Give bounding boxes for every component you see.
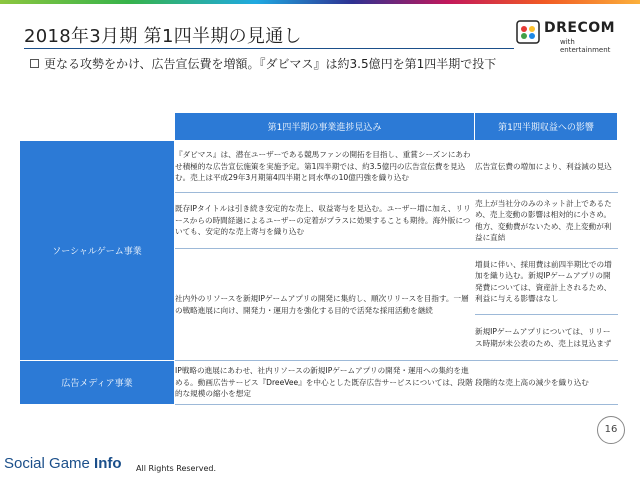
- social-impact-new-ip-sales: 新規IPゲームアプリについては、リリース時期が未公表のため、売上は見込まず: [475, 315, 618, 361]
- logo-wordmark: DRECOM: [544, 20, 616, 36]
- row-label-ad-media: 広告メディア事業: [20, 361, 175, 405]
- title-divider: [24, 48, 514, 49]
- social-impact-new-ip-costs: 増員に伴い、採用費は前四半期比での増加を織り込む。新規IPゲームアプリの開発費については、資産計上されるため、利益に与える影響はなし: [475, 249, 618, 315]
- column-header-progress: 第1四半期の事業進捗見込み: [175, 113, 475, 141]
- media-impact: 段階的な売上高の減少を織り込む: [475, 361, 618, 405]
- drecom-logo: [516, 20, 620, 54]
- social-progress-dabimasu: 『ダビマス』は、潜在ユーザーである競馬ファンの開拓を目指し、重賞シーズンにあわせ積極的な広告宣伝施策を実施予定。第1四半期では、約3.5億円の広告宣伝費を見込む。売上は平成29年3月期第4四半期と同水準の10億円強を織り込む: [175, 141, 475, 193]
- table-corner: [20, 113, 175, 141]
- page-number: 16: [597, 416, 625, 444]
- logo-tagline: with entertainment: [560, 38, 611, 54]
- social-impact-existing-ip: 売上が当社分のみのネット計上であるため、売上変動の影響は相対的に小さめ。他方、変動費がないため、売上変動が利益に直結: [475, 193, 618, 249]
- subtitle-bullet-icon: [30, 59, 39, 68]
- watermark-brand: [4, 455, 122, 472]
- top-color-bar: [0, 0, 640, 4]
- social-progress-new-ip: 社内外のリソースを新規IPゲームアプリの開発に集約し、順次リリースを目指す。一層の戦略進展に向け、開発力・運用力を強化する目的で活発な採用活動を継続: [175, 249, 475, 361]
- social-impact-dabimasu: 広告宣伝費の増加により、利益減の見込: [475, 141, 618, 193]
- social-progress-existing-ip: 既存IPタイトルは引き続き安定的な売上、収益寄与を見込む。ユーザー増に加え、リリースからの時間経過によるユーザーの定着がプラスに効果することも期待。海外版についても、安定的な売上寄与を織り込む: [175, 193, 475, 249]
- page-subtitle: 更なる攻勢をかけ、広告宣伝費を増額。『ダビマス』は約3.5億円を第1四半期で投下: [44, 57, 497, 71]
- watermark-social: Social Game: [4, 455, 95, 472]
- copyright-text: All Rights Reserved.: [136, 464, 217, 473]
- media-progress: IP戦略の進展にあわせ、社内リソースの新規IPゲームアプリの開発・運用への集約を進める。動画広告サービス『DreeVee』を中心とした既存広告サービスについては、段階的な規模の縮小を想定: [175, 361, 475, 405]
- column-header-impact: 第1四半期収益への影響: [475, 113, 618, 141]
- row-label-social-game: ソーシャルゲーム事業: [20, 141, 175, 361]
- page-title: 2018年3月期 第1四半期の見通し: [24, 26, 302, 47]
- outlook-table: [19, 112, 618, 405]
- watermark-info: Info: [94, 455, 122, 472]
- drecom-logo-icon: [516, 20, 540, 44]
